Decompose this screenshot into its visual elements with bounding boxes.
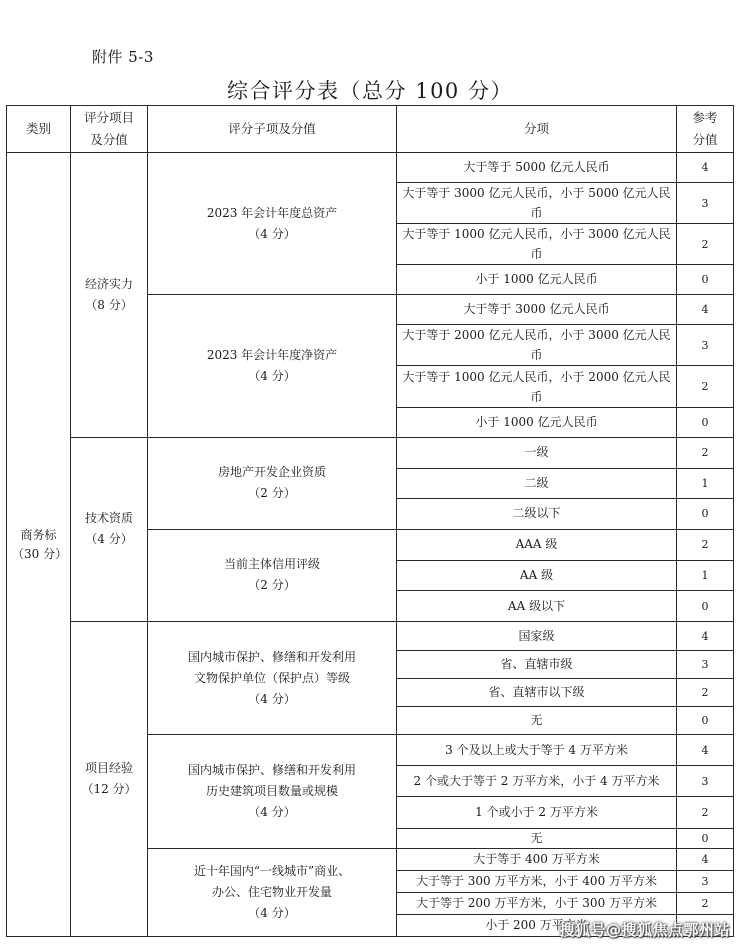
subitem-heritage-protection-level: 国内城市保护、修缮和开发利用 文物保护单位（保护点）等级 （4 分）	[148, 622, 397, 735]
score-cell: 1	[677, 468, 734, 498]
score-cell: 2	[677, 437, 734, 468]
option-cell: 小于 200 万平方米	[397, 914, 677, 936]
option-cell: 大于等于 5000 亿元人民币	[397, 153, 677, 183]
option-cell: 无	[397, 828, 677, 848]
option-cell: AA 级	[397, 560, 677, 590]
category-cell: 商务标 （30 分）	[7, 153, 71, 937]
header-subitem: 评分子项及分值	[148, 106, 397, 153]
option-cell: 二级以下	[397, 498, 677, 529]
option-cell: 大于等于 1000 亿元人民币，小于 2000 亿元人民币	[397, 366, 677, 407]
score-cell: 2	[677, 529, 734, 560]
score-cell: 3	[677, 766, 734, 797]
option-cell: 大于等于 200 万平方米，小于 300 万平方米	[397, 892, 677, 914]
score-cell: 2	[677, 224, 734, 265]
score-cell: 0	[677, 707, 734, 735]
header-category: 类别	[7, 106, 71, 153]
option-cell: 省、直辖市以下级	[397, 679, 677, 707]
subitem-historic-building-projects: 国内城市保护、修缮和开发利用 历史建筑项目数量或规模 （4 分）	[148, 735, 397, 848]
option-cell: 大于等于 300 万平方米，小于 400 万平方米	[397, 870, 677, 892]
option-cell: 大于等于 3000 亿元人民币	[397, 295, 677, 325]
score-cell: 4	[677, 622, 734, 651]
score-cell: 0	[677, 407, 734, 437]
table-row	[7, 437, 734, 468]
score-cell: 4	[677, 848, 734, 870]
score-cell: 4	[677, 295, 734, 325]
option-cell: AAA 级	[397, 529, 677, 560]
table-row	[7, 153, 734, 183]
option-cell: 省、直辖市级	[397, 651, 677, 679]
header-reference-score: 参考 分值	[677, 106, 734, 153]
score-cell: 0	[677, 828, 734, 848]
option-cell: 大于等于 1000 亿元人民币，小于 3000 亿元人民币	[397, 224, 677, 265]
option-cell: 国家级	[397, 622, 677, 651]
option-cell: 无	[397, 707, 677, 735]
score-cell: 2	[677, 366, 734, 407]
option-cell: 大于等于 2000 亿元人民币，小于 3000 亿元人民币	[397, 325, 677, 366]
scoring-table	[6, 105, 734, 937]
watermark: 搜狐号@搜狐焦点鄂州站	[559, 921, 730, 939]
option-cell: 2 个或大于等于 2 万平方米，小于 4 万平方米	[397, 766, 677, 797]
score-cell: 1	[677, 560, 734, 590]
score-cell: 4	[677, 153, 734, 183]
header-item: 评分项目 及分值	[71, 106, 148, 153]
score-cell: 3	[677, 183, 734, 224]
option-cell: AA 级以下	[397, 590, 677, 621]
score-cell: 2	[677, 679, 734, 707]
score-cell: 2	[677, 892, 734, 914]
option-cell: 一级	[397, 437, 677, 468]
option-cell: 3 个及以上或大于等于 4 万平方米	[397, 735, 677, 766]
subitem-total-assets: 2023 年会计年度总资产 （4 分）	[148, 153, 397, 295]
header-option: 分项	[397, 106, 677, 153]
subitem-net-assets: 2023 年会计年度净资产 （4 分）	[148, 295, 397, 437]
option-cell: 小于 1000 亿元人民币	[397, 407, 677, 437]
subitem-tier1-city-development: 近十年国内“一线城市”商业、 办公、住宅物业开发量 （4 分）	[148, 848, 397, 936]
option-cell: 大于等于 3000 亿元人民币，小于 5000 亿元人民币	[397, 183, 677, 224]
score-cell: 0	[677, 590, 734, 621]
section-project-experience: 项目经验 （12 分）	[71, 622, 148, 937]
score-cell: 4	[677, 735, 734, 766]
score-cell: 2	[677, 797, 734, 828]
option-cell: 大于等于 400 万平方米	[397, 848, 677, 870]
subitem-developer-qualification: 房地产开发企业资质 （2 分）	[148, 437, 397, 529]
score-cell: 0	[677, 498, 734, 529]
option-cell: 1 个或小于 2 万平方米	[397, 797, 677, 828]
option-cell: 小于 1000 亿元人民币	[397, 265, 677, 295]
subitem-credit-rating: 当前主体信用评级 （2 分）	[148, 529, 397, 621]
score-cell: 3	[677, 651, 734, 679]
score-cell: 0	[677, 265, 734, 295]
section-economic-strength: 经济实力 （8 分）	[71, 153, 148, 438]
header-row	[7, 106, 734, 153]
score-cell: 3	[677, 325, 734, 366]
table-title: 综合评分表（总分 100 分）	[227, 79, 513, 103]
attachment-label: 附件 5-3	[92, 48, 154, 66]
score-cell: 3	[677, 870, 734, 892]
table-row	[7, 622, 734, 651]
section-technical-qualification: 技术资质 （4 分）	[71, 437, 148, 621]
option-cell: 二级	[397, 468, 677, 498]
